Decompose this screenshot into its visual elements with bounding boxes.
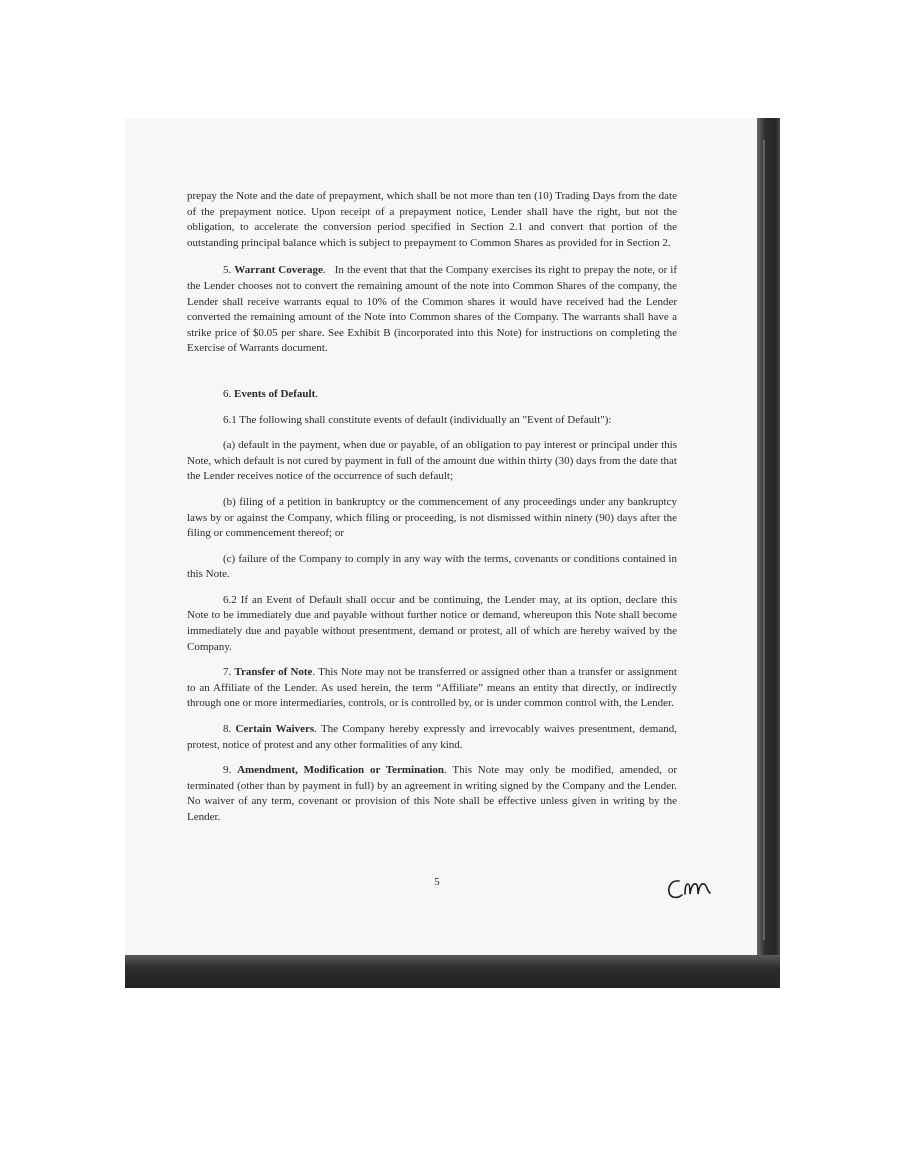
- section-8-heading: Certain Waivers: [235, 723, 315, 736]
- section-6-1-paragraph: 6.1 The following shall constitute events of default (individually an "Event of Default"):: [223, 413, 612, 426]
- section-7-text: This Note may not be transferred or assigned other than a transfer or assignment to an Affiliate of the Lender. As used herein, the term “Affiliate” means an entity that directly, or indirectly through one or more intermediaries, controls, or is controlled by, or is under common control with, the Lender.: [187, 666, 677, 710]
- section-5-heading: Warrant Coverage: [234, 264, 323, 277]
- scan-shadow-stripe: [763, 140, 765, 940]
- section-9-heading: Amendment, Modification or Termination: [237, 764, 445, 777]
- section-6-2-paragraph: 6.2 If an Event of Default shall occur and be continuing, the Lender may, at its option, declare this Note to be immediately due and payable without further notice or demand, whereupon this Note shall become immediately due and payable without presentment, demand or protest, all of which are hereby waived by the Company.: [187, 593, 677, 653]
- section-6-heading: Events of Default: [234, 387, 316, 400]
- section-8-text: The Company hereby expressly and irrevocably waives presentment, demand, protest, notice of protest and any other formalities of any kind.: [187, 723, 677, 751]
- section-6-1-item-c: (c) failure of the Company to comply in any way with the terms, covenants or conditions contained in this Note.: [187, 552, 677, 581]
- section-8-paragraph: [187, 722, 677, 753]
- section-9-heading-punct: .: [444, 764, 447, 777]
- section-9-number: 9.: [223, 764, 232, 777]
- scan-shadow-right: [757, 118, 780, 988]
- section-8-number: 8.: [223, 723, 232, 736]
- section-5-text: In the event that that the Company exercises its right to prepay the note, or if the Lender chooses not to convert the remaining amount of the note into Common Shares of the company, the Lender shall receive warrants equal to 10% of the Common shares it would have received had the Lender converted the remaining amount of the Note into Common shares of the Company. The warrants shall have a strike price of $0.05 per share. See Exhibit B (incorporated into this Note) for instructions on completing the Exercise of Warrants document.: [187, 264, 678, 355]
- section-7-heading: Transfer of Note: [234, 666, 313, 679]
- section-6-number: 6.: [223, 387, 232, 400]
- section-5-heading-punct: .: [322, 264, 326, 277]
- section-9-paragraph: [187, 763, 677, 825]
- page-number: 5: [434, 876, 440, 888]
- section-9-text: This Note may only be modified, amended, or terminated (other than by payment in full) by an agreement in writing signed by the Company and the Lender. No waiver of any term, covenant or provision of this Note shall be effective unless given in writing by the Lender.: [187, 764, 677, 823]
- section-7-paragraph: [187, 665, 677, 712]
- section-6-heading-line: [187, 387, 677, 403]
- section-6-heading-punct: .: [315, 387, 319, 400]
- intro-paragraph: prepay the Note and the date of prepayment, which shall be not more than ten (10) Trading Days from the date of the prepayment notice. Upon receipt of a prepayment notice, Lender shall have the right, but not the obligation, to accelerate the conversion period specified in Section 2.1 and convert that portion of the outstanding principal balance which is subject to prepayment to Common Shares as provided for in Section 2.: [187, 190, 677, 249]
- section-6-1-item-a: (a) default in the payment, when due or payable, of an obligation to pay interest or principal under this Note, which default is not cured by payment in full of the amount due within thirty (30) days from the date that the Lender receives notice of the occurrence of such default;: [187, 439, 677, 483]
- section-7-heading-punct: .: [312, 666, 316, 679]
- section-5-paragraph: [187, 263, 677, 357]
- section-8-heading-punct: .: [314, 723, 317, 736]
- section-6-1-item-b: (b) filing of a petition in bankruptcy or the commencement of any proceedings under any bankruptcy laws by or against the Company, which filing or proceeding, is not dismissed within ninety (90) days after the filing or commencement thereof; or: [187, 495, 677, 540]
- section-5-number: 5.: [223, 264, 232, 277]
- scan-shadow-bottom: [125, 955, 780, 988]
- document-body: [187, 189, 677, 826]
- section-7-number: 7.: [223, 666, 232, 679]
- handwritten-initials: [665, 872, 725, 902]
